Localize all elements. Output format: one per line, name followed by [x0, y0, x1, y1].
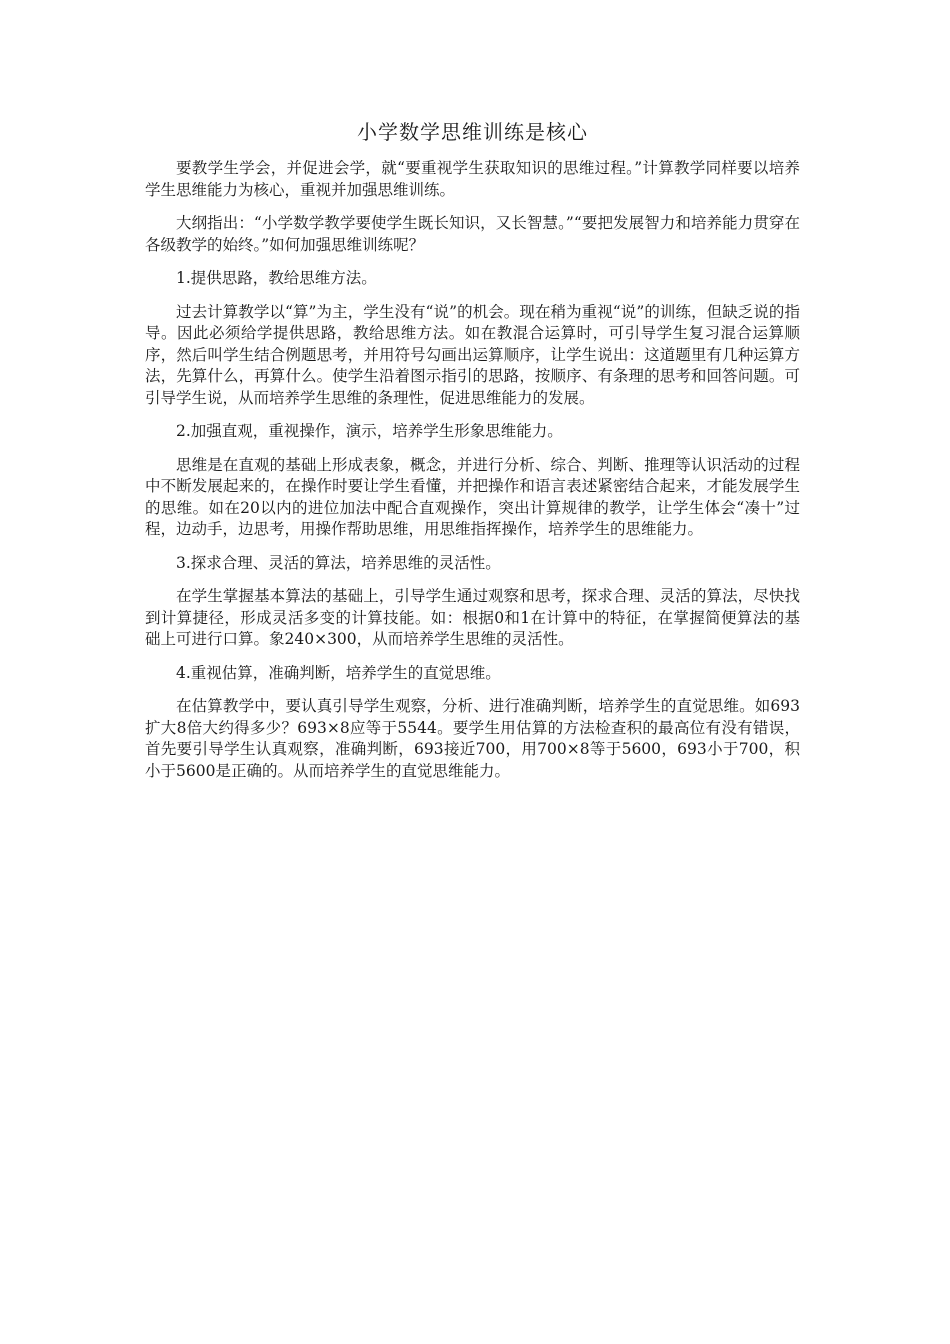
- heading-point-4: 4.重视估算，准确判断，培养学生的直觉思维。: [176, 663, 501, 682]
- paragraph-point-1: 过去计算教学以“算”为主，学生没有“说”的机会。现在稍为重视“说”的训练，但缺乏说的指导。因此必须给学提供思路，教给思维方法。如在教混合运算时，可引导学生复习混合运算顺序，然后叫学生结合例题思考，并用符号勾画出运算顺序，让学生说出：这道题里有几种运算方法，先算什么，再算什么。使学生沿着图示指引的思路，按顺序、有条理的思考和回答问题。可引导学生说，从而培养学生思维的条理性，促进思维能力的发展。: [145, 302, 800, 407]
- paragraph-syllabus: 大纲指出：“小学数学教学要使学生既长知识，又长智慧。”“要把发展智力和培养能力贯穿在各级教学的始终。”如何加强思维训练呢？: [145, 214, 800, 254]
- paragraph-point-3: 在学生掌握基本算法的基础上，引导学生通过观察和思考，探求合理、灵活的算法，尽快找到计算捷径，形成灵活多变的计算技能。如：根据0和1在计算中的特征，在掌握简便算法的基础上可进行口算。象240×300，从而培养学生思维的灵活性。: [145, 587, 800, 648]
- paragraph-intro: 要教学生学会，并促进会学，就“要重视学生获取知识的思维过程。”计算教学同样要以培养学生思维能力为核心，重视并加强思维训练。: [145, 159, 800, 199]
- heading-point-2: 2.加强直观，重视操作，演示，培养学生形象思维能力。: [176, 422, 563, 440]
- document-title: 小学数学思维训练是核心: [357, 120, 588, 144]
- document-page: [145, 118, 800, 794]
- heading-point-3: 3.探求合理、灵活的算法，培养思维的灵活性。: [176, 553, 501, 572]
- heading-point-1: 1.提供思路，教给思维方法。: [176, 269, 377, 287]
- paragraph-point-4: 在估算教学中，要认真引导学生观察，分析、进行准确判断，培养学生的直觉思维。如693扩大8倍大约得多少？693×8应等于5544。要学生用估算的方法检查积的最高位有没有错误，首先要引导学生认真观察，准确判断，693接近700，用700×8等于5600，693小于700，积小于5600是正确的。从而培养学生的直觉思维能力。: [145, 697, 800, 780]
- paragraph-point-2: 思维是在直观的基础上形成表象，概念，并进行分析、综合、判断、推理等认识活动的过程中不断发展起来的，在操作时要让学生看懂，并把操作和语言表述紧密结合起来，才能发展学生的思维。如在20以内的进位加法中配合直观操作，突出计算规律的教学，让学生体会“凑十”过程，边动手，边思考，用操作帮助思维，用思维指挥操作，培养学生的思维能力。: [145, 455, 800, 538]
